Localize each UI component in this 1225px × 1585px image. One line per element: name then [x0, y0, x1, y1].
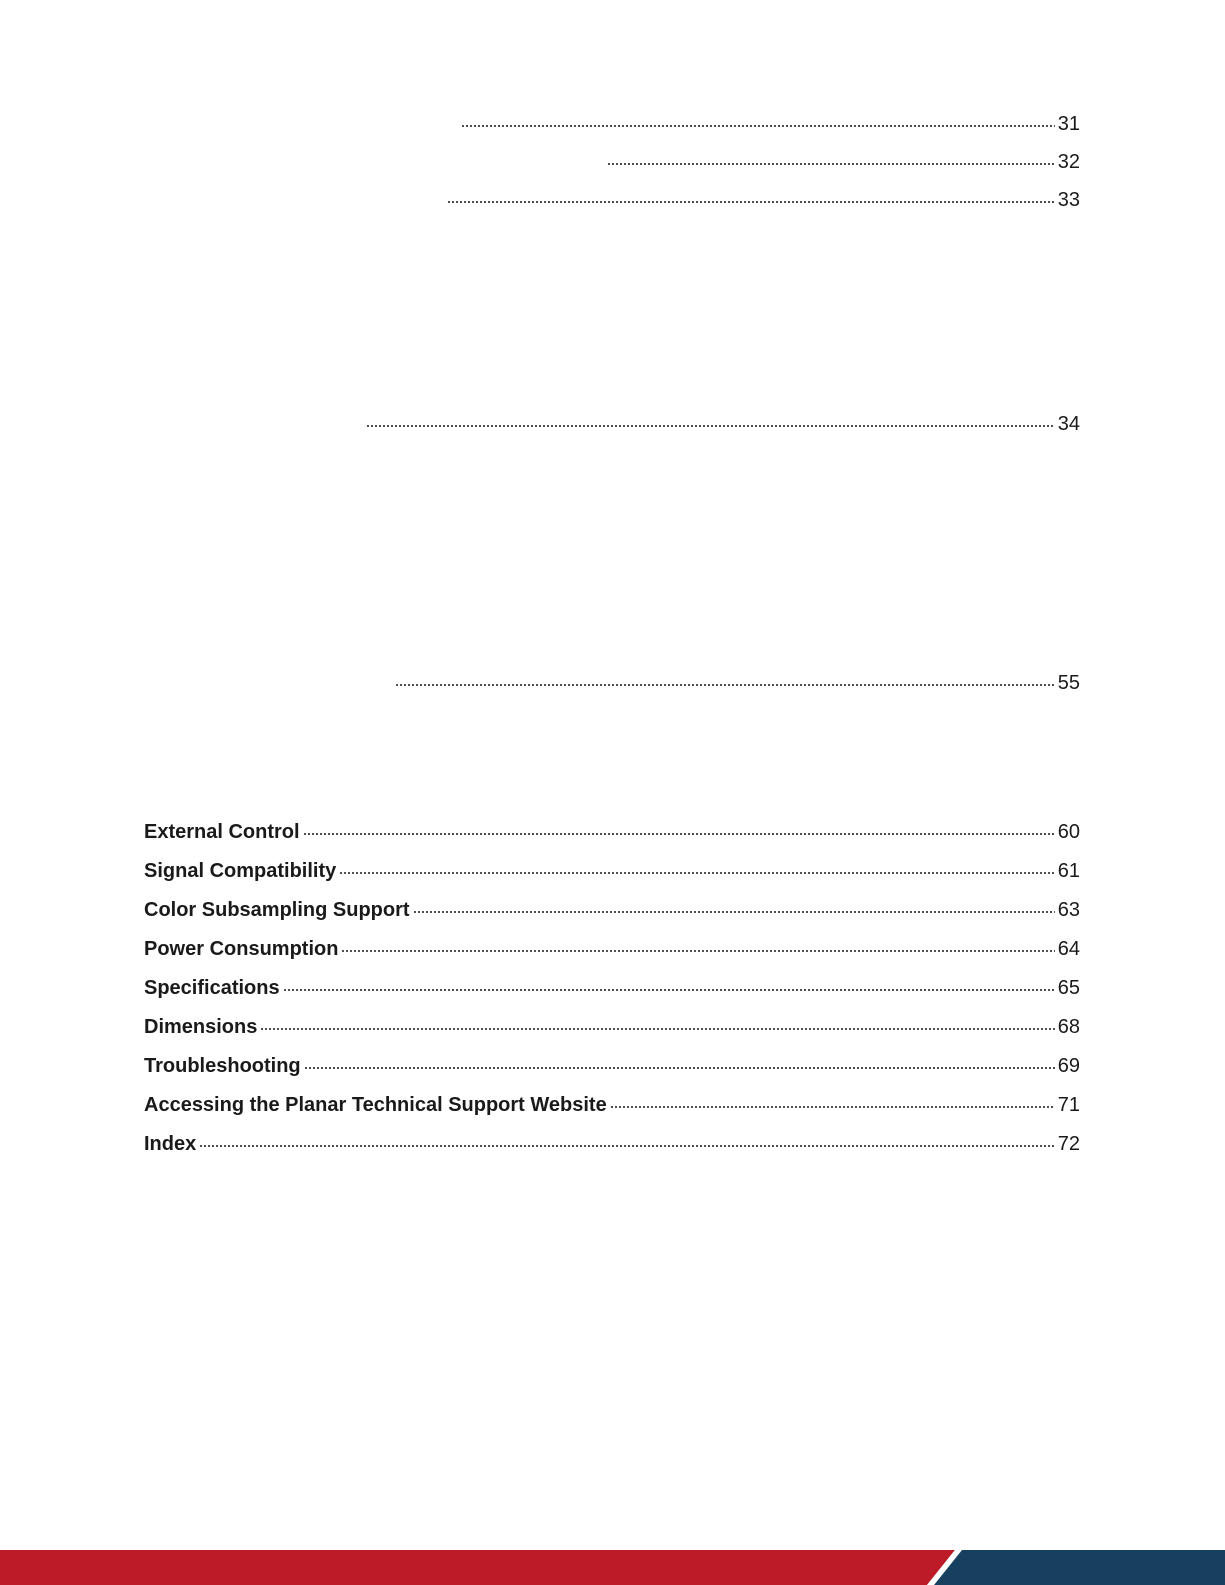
- footer-navy-segment: [934, 1550, 1225, 1585]
- toc-entry-power-consumption[interactable]: [144, 931, 1080, 961]
- toc-page-number: 63: [1057, 899, 1080, 921]
- toc-page-number: 68: [1057, 1016, 1080, 1038]
- toc-page-number: 61: [1057, 860, 1080, 882]
- footer-band: [0, 1550, 1225, 1585]
- toc-entry-title: Power Consumption: [144, 938, 339, 960]
- toc-entry-color-subsampling[interactable]: [144, 892, 1080, 922]
- toc-entry-specifications[interactable]: [144, 970, 1080, 1000]
- toc-row-partial[interactable]: [392, 665, 1080, 695]
- toc-entry-title: Troubleshooting: [144, 1055, 301, 1077]
- toc-entry-technical-support[interactable]: [144, 1087, 1080, 1117]
- toc-page-number: 34: [1057, 413, 1080, 435]
- toc-row-partial[interactable]: [444, 182, 1080, 212]
- toc-entry-title: Signal Compatibility: [144, 860, 337, 882]
- footer-red-segment: [0, 1550, 955, 1585]
- toc-row-partial[interactable]: [363, 406, 1080, 436]
- toc-row-partial[interactable]: [458, 106, 1080, 136]
- toc-leader-dots: [607, 162, 1055, 168]
- toc-page-number: 72: [1057, 1133, 1080, 1155]
- toc-page-number: 65: [1057, 977, 1080, 999]
- toc-entry-signal-compatibility[interactable]: [144, 853, 1080, 883]
- toc-leader-dots: [447, 200, 1055, 206]
- toc-entry-title: External Control: [144, 821, 300, 843]
- toc-page-number: 55: [1057, 672, 1080, 694]
- toc-leader-dots: [413, 910, 1055, 916]
- toc-leader-dots: [199, 1144, 1055, 1150]
- toc-entry-external-control[interactable]: [144, 814, 1080, 844]
- toc-leader-dots: [339, 871, 1055, 877]
- toc-entry-title: Accessing the Planar Technical Support Website: [144, 1094, 607, 1116]
- toc-page-number: 64: [1057, 938, 1080, 960]
- toc-leader-dots: [283, 988, 1055, 994]
- toc-leader-dots: [304, 1066, 1055, 1072]
- toc-leader-dots: [366, 424, 1055, 430]
- toc-leader-dots: [260, 1027, 1054, 1033]
- toc-page-number: 69: [1057, 1055, 1080, 1077]
- toc-entry-dimensions[interactable]: [144, 1009, 1080, 1039]
- toc-entry-title: Dimensions: [144, 1016, 258, 1038]
- toc-leader-dots: [461, 124, 1055, 130]
- toc-leader-dots: [341, 949, 1054, 955]
- toc-entry-title: Index: [144, 1133, 197, 1155]
- toc-leader-dots: [303, 832, 1055, 838]
- toc-entry-title: Specifications: [144, 977, 280, 999]
- toc-entry-index[interactable]: [144, 1126, 1080, 1156]
- toc-page-number: 60: [1057, 821, 1080, 843]
- toc-entry-troubleshooting[interactable]: [144, 1048, 1080, 1078]
- toc-page-number: 33: [1057, 189, 1080, 211]
- footer-band-graphic: [0, 1550, 1225, 1585]
- toc-page-number: 31: [1057, 113, 1080, 135]
- toc-page-number: 71: [1057, 1094, 1080, 1116]
- toc-leader-dots: [395, 683, 1055, 689]
- toc-leader-dots: [610, 1105, 1055, 1111]
- toc-row-partial[interactable]: [604, 144, 1080, 174]
- toc-entry-title: Color Subsampling Support: [144, 899, 410, 921]
- toc-page-number: 32: [1057, 151, 1080, 173]
